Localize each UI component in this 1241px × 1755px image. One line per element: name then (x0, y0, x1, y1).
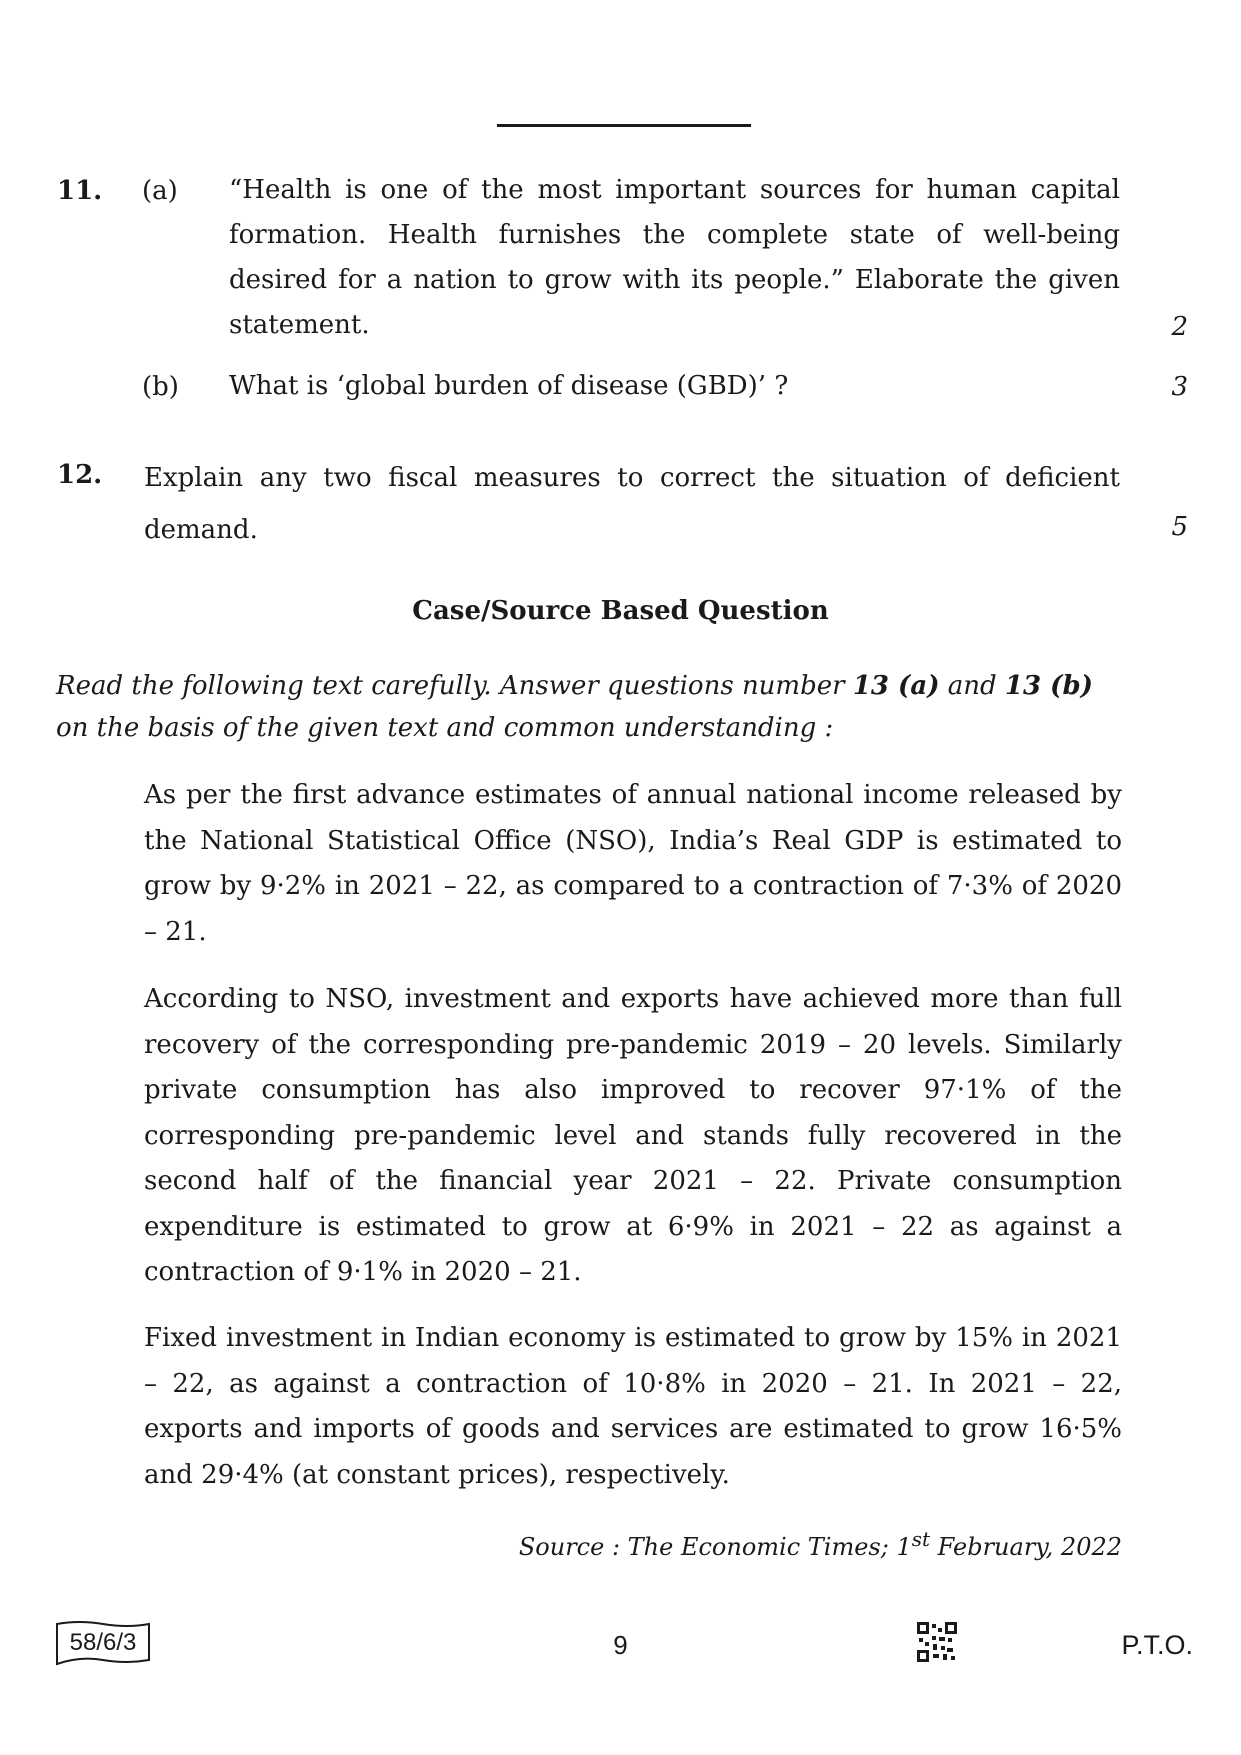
qr-code-icon (917, 1622, 957, 1666)
question-11a-text: “Health is one of the most important sources for human capital formation. Health furnishes the complete state of well-being desired for a nation to grow with its people.” Elaborate the given statement. (229, 175, 1120, 340)
passage-paragraph-3: Fixed investment in Indian economy is estimated to grow by 15% in 2021 – 22, as against a contraction of 10·8% in 2020 – 21. In 2021 – 22, exports and imports of goods and services are estimated to grow 16·5% and 29·4% (at constant prices), respectively. (144, 1323, 1122, 1490)
case-instruction: Read the following text carefully. Answer questions number 13 (a) and 13 (b) on the basis of the given text and common understanding : (56, 671, 1093, 743)
case-heading: Case/Source Based Question (412, 596, 829, 626)
question-11a-marks: 2 (1171, 312, 1188, 342)
top-rule (497, 124, 751, 127)
page-number: 9 (613, 1630, 628, 1660)
question-12-text: Explain any two fiscal measures to correct the situation of deficient demand. (144, 463, 1120, 545)
please-turn-over: P.T.O. (1121, 1630, 1193, 1660)
question-11b-label: (b) (142, 372, 179, 402)
question-11a-label: (a) (142, 176, 178, 206)
passage-paragraph-1: As per the first advance estimates of annual national income released by the National Statistical Office (NSO), India’s Real GDP is estimated to grow by 9·2% in 2021 – 22, as compared to a contraction of 7·3% of 2020 – 21. (144, 780, 1122, 947)
passage-paragraph-2: According to NSO, investment and exports have achieved more than full recovery of the corresponding pre-pandemic 2019 – 20 levels. Similarly private consumption has also improved to recover 97·1% of the corresponding pre-pandemic level and stands fully recovered in the second half of the financial year 2021 – 22. Private consumption expenditure is estimated to grow at 6·9% in 2021 – 22 as against a contraction of 9·1% in 2020 – 21. (144, 984, 1122, 1287)
question-12-marks: 5 (1171, 512, 1188, 542)
question-11-number: 11. (57, 176, 103, 206)
question-12-number: 12. (57, 460, 103, 490)
paper-code: 58/6/3 (69, 1629, 137, 1656)
question-11b-text: What is ‘global burden of disease (GBD)’ ? (229, 371, 789, 401)
question-11b-marks: 3 (1171, 372, 1188, 402)
passage-source: Source : The Economic Times; 1st February, 2022 (518, 1527, 1122, 1561)
